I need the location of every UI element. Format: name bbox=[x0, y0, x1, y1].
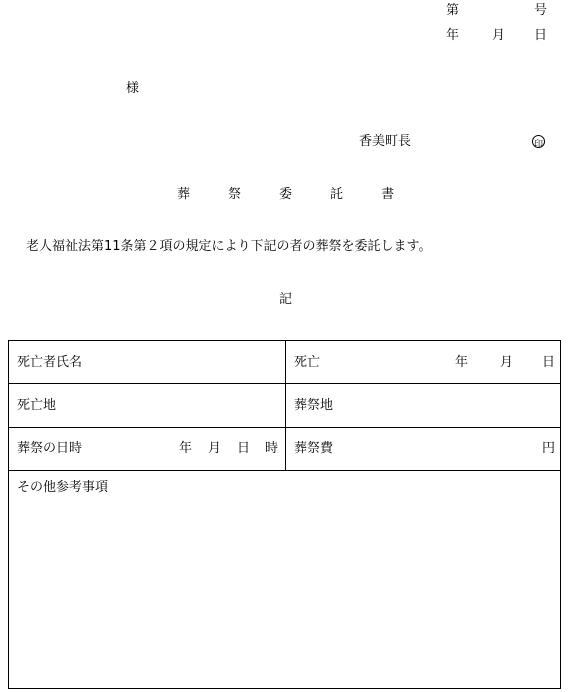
funeral-cost-label: 葬祭費 bbox=[294, 441, 334, 456]
other-notes-label: その他参考事項 bbox=[17, 480, 109, 495]
death-month-label: 月 bbox=[500, 355, 514, 370]
funeral-place-label: 葬祭地 bbox=[294, 398, 334, 413]
seal-char: 印 bbox=[534, 140, 544, 150]
funeral-hour-label: 時 bbox=[265, 441, 279, 456]
seal-mark bbox=[532, 135, 544, 150]
issuer-name: 香美町長 bbox=[359, 134, 412, 149]
death-day-label: 日 bbox=[542, 355, 556, 370]
title-char: 葬 bbox=[177, 187, 191, 202]
deceased-name-label: 死亡者氏名 bbox=[17, 355, 83, 370]
yen-label: 円 bbox=[542, 441, 556, 456]
funeral-day-label: 日 bbox=[237, 441, 251, 456]
funeral-year-label: 年 bbox=[179, 441, 193, 456]
body-paragraph: 老人福祉法第11条第２項の規定により下記の者の葬祭を委託します。 bbox=[26, 239, 432, 254]
funeral-month-label: 月 bbox=[208, 441, 222, 456]
title-char: 託 bbox=[330, 187, 344, 202]
column-divider bbox=[285, 341, 286, 471]
title-char: 祭 bbox=[228, 187, 242, 202]
date-month-label: 月 bbox=[492, 28, 506, 43]
title-char: 書 bbox=[381, 187, 395, 202]
number-prefix: 第 bbox=[446, 3, 460, 18]
addressee-suffix: 様 bbox=[126, 81, 140, 96]
ki-marker: 記 bbox=[279, 292, 293, 307]
number-suffix: 号 bbox=[534, 3, 548, 18]
death-year-label: 年 bbox=[455, 355, 469, 370]
date-day-label: 日 bbox=[534, 28, 548, 43]
death-label: 死亡 bbox=[294, 355, 321, 370]
title-char: 委 bbox=[279, 187, 293, 202]
document-title bbox=[177, 188, 394, 201]
funeral-form-table bbox=[8, 340, 561, 689]
funeral-datetime-label: 葬祭の日時 bbox=[17, 441, 83, 456]
date-year-label: 年 bbox=[446, 28, 460, 43]
death-place-label: 死亡地 bbox=[17, 398, 57, 413]
